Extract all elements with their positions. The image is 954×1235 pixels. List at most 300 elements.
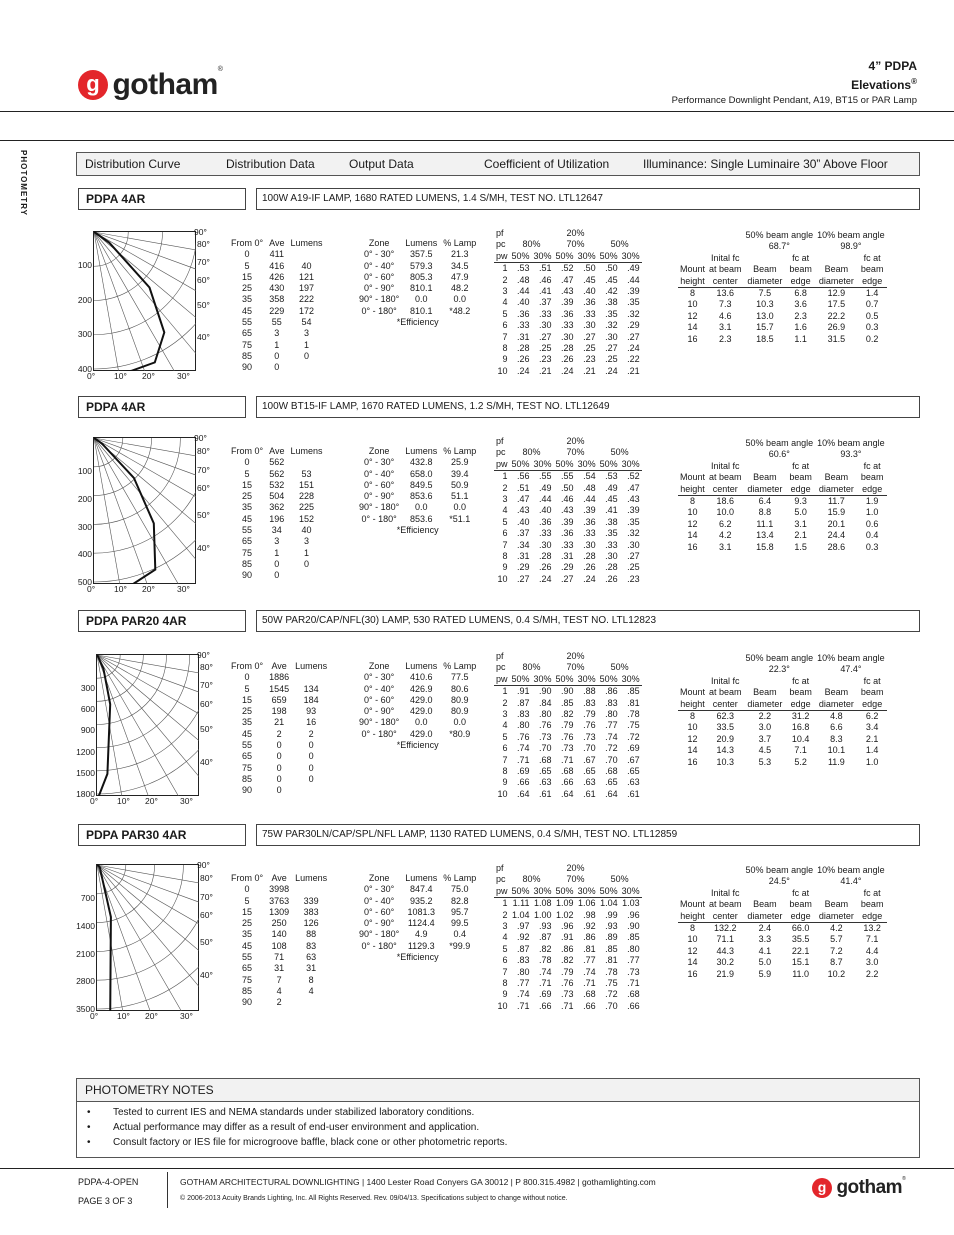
curve-angle-label: 50° [197,509,210,520]
beam-cell: 2.1 [794,530,807,541]
cu-cell: .47 [561,274,574,285]
cu-cell: 1.11 [512,898,530,909]
curve-angle-label: 10° [114,371,127,381]
zone-cell: 0° - 40° [364,683,395,694]
beam-head: at beam [709,472,742,483]
cu-cell: .65 [605,777,618,788]
beam-cell: 14 [687,322,698,333]
side-label: PHOTOMETRY [19,150,28,217]
cu-cell: .81 [583,943,596,954]
footer-address: GOTHAM ARCHITECTURAL DOWNLIGHTING | 1400 Lester Road Conyers GA 30012 | P 800.315.4982 | gothamlighting.com [180,1177,656,1187]
cu-cell: .84 [539,697,552,708]
beam-head: Mount [680,687,706,698]
cu-cell: .91 [517,686,530,697]
beam-cell: 1.4 [865,288,879,299]
cu-cell: .56 [517,471,530,482]
cu-cell: 2 [502,697,508,708]
distribution-data-table [228,238,326,374]
beam-cell: 6.6 [830,722,843,733]
curve-radial-label: 2100 [76,948,95,959]
zone-header: Zone [368,873,390,883]
curve-angle-label: 50° [200,936,213,947]
zone-cell: 432.8 [409,457,433,468]
beam-cell: 6.4 [758,496,772,507]
footer-rule [0,1168,954,1169]
cu-pf: pf [496,651,504,661]
zone-cell: 0° - 90° [364,706,395,717]
table-row [356,729,479,740]
curve-radial-label: 3500 [76,1004,95,1014]
dist-cell: 196 [269,513,285,524]
cu-cell: .55 [561,471,574,482]
cu-cell: .35 [605,308,618,319]
cu-pc: pc [496,874,506,885]
beam-cell: 22.2 [827,310,846,321]
table-row [228,785,330,796]
curve-angle-label: 20° [145,796,158,806]
curve-angle-label: 20° [142,584,155,594]
beam-cell: 8.3 [830,733,843,744]
cu-cell: .24 [605,365,618,376]
cu-cell: .36 [517,308,530,319]
dist-header: Lumens [295,873,328,883]
cu-cell: .32 [627,308,640,319]
dist-cell: 15 [242,479,253,490]
beam-cell: 15.8 [756,541,774,552]
table-row [356,294,479,305]
dist-cell: 40 [301,260,312,271]
cu-cell: .50 [605,263,618,274]
dist-cell: 55 [271,317,282,328]
table-row [356,918,479,929]
page-number: PAGE 3 OF 3 [78,1196,133,1206]
curve-angle-label: 40° [197,543,210,554]
cu-cell: .21 [583,365,596,376]
zone-cell: 853.6 [409,491,433,502]
illuminance-table [678,865,887,980]
beam-cell: 132.2 [714,923,737,934]
table-row [228,729,330,740]
cu-col-header: 50% [555,673,574,684]
cu-cell: .50 [561,482,574,493]
table-row [678,957,887,968]
dist-cell: 65 [242,536,253,547]
cu-cell: .82 [561,955,574,966]
cu-cell: .44 [583,494,596,505]
beam-cell: 10 [687,507,698,518]
cu-cell: .45 [583,274,596,285]
cu-cell: .90 [539,686,552,697]
cu-cell: .39 [583,505,596,516]
beam-head: Beam [753,472,777,483]
zone-cell: 0.0 [414,717,428,728]
beam-head: center [712,910,738,921]
cu-cell: 1.04 [512,909,530,920]
dist-header: Lumens [295,661,328,671]
cu-cell: .33 [561,320,574,331]
cu-cell: .43 [561,286,574,297]
table-row [494,286,642,297]
table-row [494,686,642,698]
cu-pc80: 80% [522,239,541,250]
curve-radial-label: 300 [77,329,92,340]
cu-cell: .32 [605,320,618,331]
cu-cell: .99 [605,909,618,920]
dist-cell: 25 [242,706,253,717]
cu-col-header: 50% [599,673,618,684]
curve-radial-label: 1500 [76,767,95,778]
dist-cell: 21 [274,717,285,728]
table-row [494,366,642,377]
cu-cell: .71 [561,754,574,765]
beam-head: diameter [747,910,783,921]
table-row [356,672,479,683]
footer-registered: ® [902,1176,906,1182]
beam50-label: 50% beam angle [745,865,814,875]
dist-cell: 225 [298,502,314,513]
beam-head: fc at [792,252,810,263]
efficiency-note: *Efficiency [396,952,439,963]
cu-pct20: 20% [566,436,585,446]
beam-cell: 7.1 [865,934,879,945]
cu-cell: .33 [539,308,552,319]
beam-head: fc at [863,887,881,898]
cu-cell: .51 [517,482,530,493]
beam-head: Beam [753,899,777,910]
beam-cell: 8 [690,923,696,934]
table-row [494,698,642,709]
beam-cell: 26.9 [827,322,846,333]
tab-output-data: Output Data [349,157,414,171]
zone-cell: *80.9 [449,728,471,739]
zone-cell: 90° - 180° [359,717,400,728]
cu-cell: .30 [583,320,596,331]
dist-cell: 5 [244,260,250,271]
cu-cell: .25 [539,343,552,354]
curve-angle-label: 60° [197,275,210,285]
dist-cell: 140 [271,929,287,940]
table-row [356,706,479,717]
cu-cell: .68 [539,754,552,765]
logo-wordmark: gotham [112,67,218,101]
cu-cell: .73 [627,966,640,977]
cu-cell: .31 [561,551,574,562]
zone-cell: 0° - 40° [364,260,395,271]
cu-cell: .40 [517,516,530,527]
zone-cell: 0° - 90° [364,283,395,294]
table-row [678,722,887,733]
curve-radial-label: 100 [77,260,92,270]
table-row [356,929,479,940]
beam-cell: 17.5 [827,299,846,310]
dist-cell: 2 [276,728,282,739]
zone-header: % Lamp [443,661,477,671]
table-row [228,457,326,468]
zone-cell: 847.4 [409,884,433,895]
candela-curve [97,655,110,796]
cu-cell: .92 [583,921,596,932]
curve-angle-label: 10° [117,1011,130,1021]
table-row [494,320,642,331]
dist-cell: 15 [242,694,253,705]
table-row [356,249,479,260]
curve-radial-label: 300 [77,521,92,532]
table-row [356,695,479,706]
table-row [678,757,887,768]
zone-cell: *51.1 [449,513,471,524]
beam-cell: 11.7 [827,496,845,507]
table-row [678,969,887,980]
table-row [494,354,642,365]
zone-cell: 80.9 [451,694,469,705]
zone-cell: 1129.3 [407,940,435,951]
zone-cell: 0° - 60° [364,906,395,917]
beam-cell: 3.0 [758,722,772,733]
note-item: • Consult factory or IES file for microgroove baffle, black cone or other photometric reports. [87,1135,909,1150]
cu-cell: .25 [627,562,640,573]
beam-head: beam [789,264,812,275]
dist-cell: 85 [242,558,253,569]
cu-cell: .77 [627,955,640,966]
table-row [356,480,479,491]
section-title: PDPA PAR20 4AR [78,610,246,632]
zone-cell: 95.7 [451,906,469,917]
cu-cell: 6 [502,955,508,966]
beam-head: fc at [792,887,810,898]
beam-head: center [712,698,738,709]
table-row [678,745,887,756]
dist-cell: 40 [301,525,312,536]
cu-cell: 1.03 [622,898,640,909]
beam50-label: 50% beam angle [745,438,814,448]
dist-cell: 31 [274,963,285,974]
dist-cell: 16 [306,717,317,728]
dist-cell: 55 [242,525,253,536]
distribution-data-table [228,661,330,797]
beam-cell: 12.9 [827,288,846,299]
dist-cell: 0 [244,249,250,260]
beam-head: edge [862,275,883,286]
dist-cell: 0 [244,672,250,683]
cu-cell: .33 [539,528,552,539]
cu-cell: 6 [502,320,508,331]
beam-head: beam [860,687,884,698]
cu-table [494,651,642,800]
beam-head: fc at [863,460,881,471]
curve-radial-label: 1400 [76,920,95,931]
cu-cell: 1 [502,686,508,697]
table-row [494,789,642,800]
cu-cell: .65 [583,766,596,777]
dist-cell: 90 [242,570,253,581]
beam-cell: 10.4 [791,733,810,744]
curve-angle-label: 70° [197,464,210,475]
table-row [494,483,642,494]
beam-head: Mount [680,264,706,275]
cu-cell: .73 [561,989,574,1000]
cu-cell: .52 [561,263,574,274]
beam-cell: 20.1 [827,518,846,529]
cu-cell: .33 [517,320,530,331]
table-row [228,249,326,260]
cu-pc70: 70% [566,239,585,250]
beam-head: Beam [824,472,849,483]
cu-pw: pw [496,250,508,261]
curve-angle-label: 90° [194,227,207,237]
table-row [494,989,642,1000]
zone-cell: 0.0 [453,717,467,728]
cu-col-header: 30% [621,458,640,469]
table-row [228,283,326,294]
beam-cell: 11.1 [756,518,774,529]
dist-cell: 229 [269,305,285,316]
beam-cell: 16 [687,756,698,767]
curve-angle-label: 0° [90,796,99,806]
cu-cell: .61 [627,788,640,799]
curve-angle-label: 60° [200,698,213,709]
distribution-curve-chart [96,864,199,1011]
cu-cell: .27 [605,343,618,354]
dist-header: From 0° [231,446,264,456]
cu-cell: .41 [605,505,618,516]
cu-cell: .31 [517,551,530,562]
cu-cell: 5 [502,516,508,527]
cu-cell: .23 [627,573,640,584]
curve-radial-label: 600 [80,704,95,715]
table-row [356,502,479,513]
cu-cell: .98 [583,909,596,920]
dist-cell: 45 [242,728,253,739]
cu-cell: .53 [517,263,530,274]
cu-cell: 4 [502,505,508,516]
cu-pc70: 70% [566,447,585,458]
cu-cell: .26 [539,562,552,573]
cu-col-header: 30% [533,885,552,896]
beam-head: fc at [792,460,810,471]
cu-cell: .77 [605,720,618,731]
cu-cell: .49 [605,482,618,493]
beam-cell: 31.5 [827,333,846,344]
cu-cell: .74 [517,989,530,1000]
logo-mark-icon: g [78,70,108,100]
beam-cell: 3.1 [794,518,807,529]
dist-cell: 0 [274,362,280,373]
zone-header: Lumens [405,873,438,883]
table-row [494,910,642,921]
cu-cell: .71 [583,978,596,989]
cu-col-header: 50% [511,885,530,896]
beam-cell: 1.1 [794,333,807,344]
table-row [228,929,330,940]
cu-cell: .71 [561,1000,574,1011]
dist-cell: 0 [276,773,282,784]
dist-cell: 1 [303,339,309,350]
table-row [356,469,479,480]
distribution-data-table [228,873,330,1009]
section-rule [0,140,954,141]
beam-head: center [712,275,738,286]
zone-cell: 80.6 [451,683,469,694]
dist-cell: 5 [244,468,250,479]
cu-col-header: 30% [533,458,552,469]
curve-grid [97,865,199,1011]
dist-cell: 75 [242,974,253,985]
dist-cell: 1309 [269,906,290,917]
cu-cell: .61 [583,788,596,799]
cu-cell: 1 [502,471,508,482]
curve-angle-label: 10° [114,584,127,594]
candela-curve [94,438,155,584]
table-row [494,777,642,788]
table-row [228,525,326,536]
cu-cell: 8 [502,978,508,989]
beam-cell: 1.6 [794,322,807,333]
beam-cell: 10.3 [756,299,774,310]
table-row [228,317,326,328]
cu-cell: .96 [627,909,640,920]
dist-cell: 0 [244,457,250,468]
cu-cell: 10 [497,573,508,584]
cu-cell: .24 [583,573,596,584]
table-row [678,946,887,957]
beam-cell: 4.4 [865,945,879,956]
cu-cell: .24 [561,365,574,376]
dist-cell: 1 [274,547,280,558]
beam-cell: 66.0 [791,923,810,934]
zone-cell: 658.0 [409,468,433,479]
table-row [228,272,326,283]
beam-cell: 11.9 [827,756,845,767]
curve-angle-label: 20° [142,371,155,381]
dist-cell: 411 [269,249,284,260]
table-row [228,502,326,513]
beam10-label: 10% beam angle [817,865,885,875]
section-title: PDPA PAR30 4AR [78,824,246,846]
cu-pct20: 20% [566,863,585,873]
cu-pw: pw [496,458,508,469]
beam-cell: 4.8 [830,711,843,722]
cu-col-header: 50% [599,250,618,261]
beam-cell: 10.1 [827,745,846,756]
cu-cell: .68 [561,766,574,777]
beam-cell: 2.3 [719,333,732,344]
illuminance-table [678,438,887,553]
cu-cell: 4 [502,932,508,943]
dist-cell: 0 [303,350,309,361]
dist-cell: 25 [242,918,253,929]
cu-cell: .45 [605,274,618,285]
zone-cell: 0° - 60° [364,694,395,705]
header-rule [0,111,954,112]
section-description: 100W BT15-IF LAMP, 1670 RATED LUMENS, 1.2 S/MH, TEST NO. LTL12649 [256,396,920,418]
curve-radial-label: 300 [80,683,95,693]
dist-cell: 184 [303,694,319,705]
beam-cell: 4.2 [719,530,732,541]
cu-cell: .70 [605,754,618,765]
cu-cell: .39 [561,516,574,527]
curve-angle-label: 20° [145,1011,158,1021]
table-row [228,684,330,695]
beam50-label: 50% beam angle [745,653,814,663]
cu-pc: pc [496,662,506,673]
cu-cell: .36 [583,516,596,527]
zone-cell: 429.0 [409,728,433,739]
dist-cell: 197 [298,283,314,294]
table-row [228,918,330,929]
table-row [678,734,887,745]
cu-cell: .37 [539,297,552,308]
zone-cell: 90° - 180° [359,929,400,940]
